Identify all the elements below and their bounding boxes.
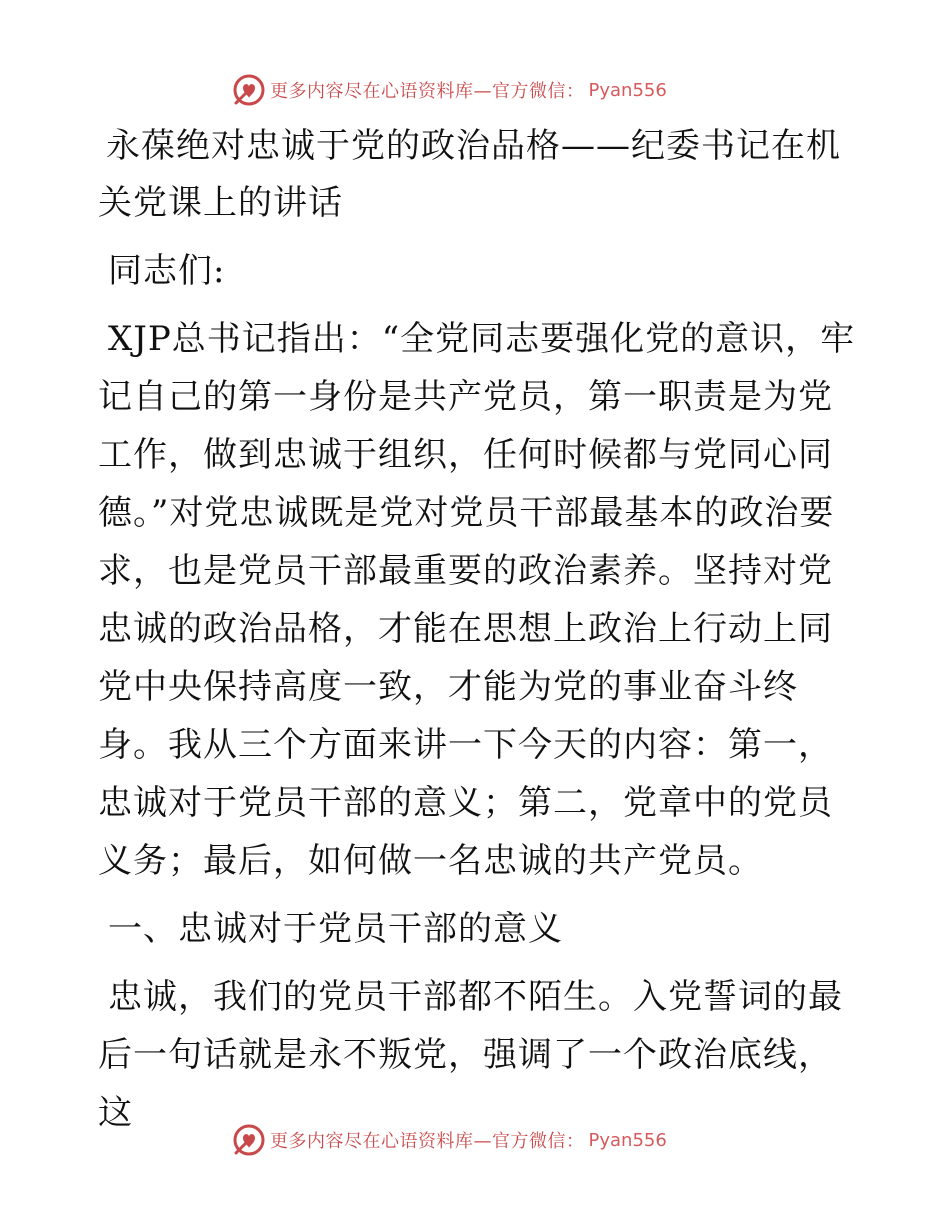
watermark-footer: [232, 1122, 667, 1158]
watermark-text: 更多内容尽在心语资料库—官方微信：: [270, 81, 585, 102]
greeting: 同志们:: [108, 251, 226, 291]
watermark-text: 更多内容尽在心语资料库—官方微信：: [270, 1131, 585, 1152]
watermark-wechat-id: Pyan556: [588, 79, 667, 101]
heart-pen-logo-icon: [232, 1123, 266, 1157]
paragraph-intro: XJP总书记指出：“全党同志要强化党的意识，牢记自己的第一身份是共产党员，第一职责是为党工作，做到忠诚于组织，任何时候都与党同心同德。”对党忠诚既是党对党员干部最基本的政治要求，也是党员干部最重要的政治素养。坚持对党忠诚的政治品格，才能在思想上政治上行动上同党中央保持高度一致，才能为党的事业奋斗终身。我从三个方面来讲一下今天的内容：第一，忠诚对于党员干部的意义；第二，党章中的党员义务；最后，如何做一名忠诚的共产党员。: [98, 319, 856, 881]
section-heading-1: 一、忠诚对于党员干部的意义: [108, 909, 563, 949]
paragraph-section-1: 忠诚，我们的党员干部都不陌生。入党誓词的最后一句话就是永不叛党，强调了一个政治底线，这: [98, 977, 843, 1133]
watermark-header: [232, 72, 667, 108]
heart-pen-logo-icon: [232, 73, 266, 107]
watermark-wechat-id: Pyan556: [588, 1129, 667, 1151]
document-body: [98, 118, 858, 1152]
document-title: 永葆绝对忠诚于党的政治品格——纪委书记在机关党课上的讲话: [98, 126, 841, 223]
